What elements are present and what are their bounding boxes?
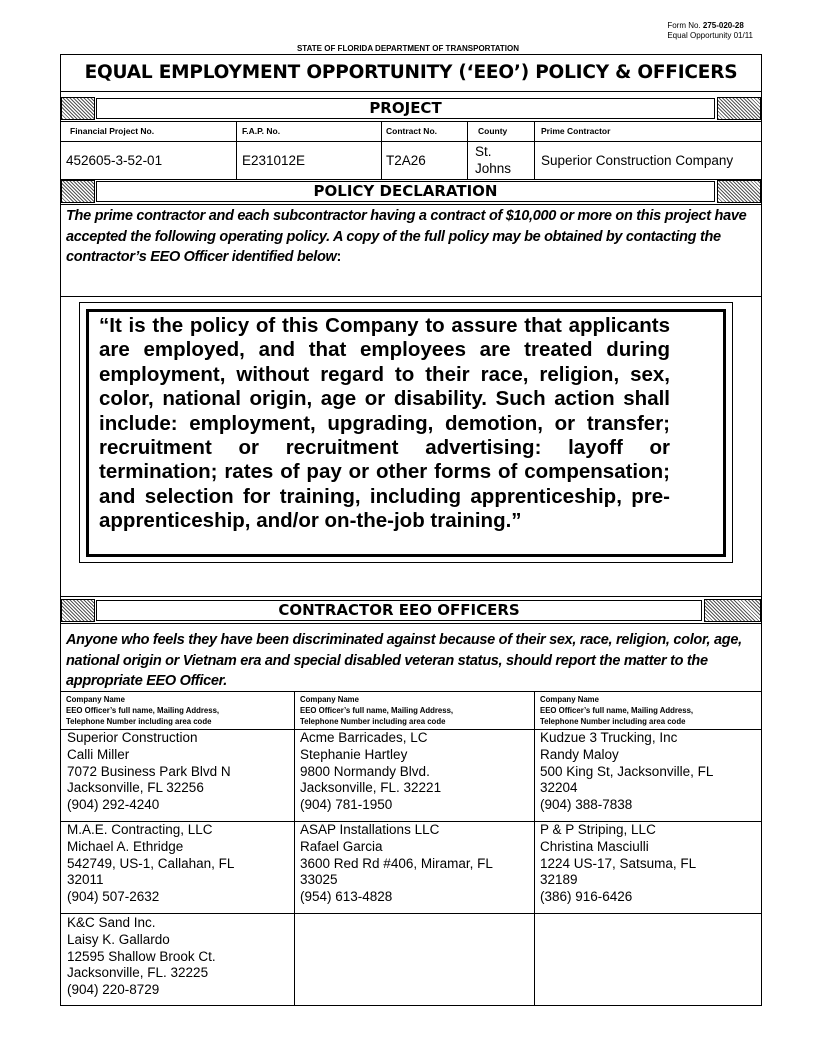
policy-statement: “It is the policy of this Company to assure that applicants are employed, and that employees are treated during employment, without regard to their race, religion, sex, color, national origin, age or disability. Such action shall include: employment, upgrading, demotion, or transfer; recruitment or recruitment advertising: layoff or termination; rates of pay or other forms of compensation; and selection for training, including apprenticeship, pre-apprenticeship, and/or on-the-job training.”: [99, 314, 670, 533]
form-number: [667, 21, 753, 41]
officer-entry: Superior Construction Calli Miller 7072 Business Park Blvd N Jacksonville, FL 32256 (904) 292-4240: [67, 730, 231, 813]
county-value-line1: St.: [475, 144, 492, 159]
officer-entry: P & P Striping, LLC Christina Masciulli 1224 US-17, Satsuma, FL 32189 (386) 916-6426: [540, 822, 697, 905]
hatch-right: [704, 599, 761, 622]
divider: [61, 913, 761, 914]
policy-intro: The prime contractor and each subcontractor having a contract of $10,000 or more on this project have accepted the following operating policy. A copy of the full policy may be obtained by contacting the contractor’s EEO Officer identified below:: [66, 208, 747, 265]
officer-entry: Kudzue 3 Trucking, Inc Randy Maloy 500 King St, Jacksonville, FL 32204 (904) 388-7838: [540, 730, 714, 813]
divider: [61, 596, 761, 597]
officer-entry: K&C Sand Inc. Laisy K. Gallardo 12595 Shallow Brook Ct. Jacksonville, FL. 32225 (904) 220-8729: [67, 915, 216, 998]
col-prime-contractor: Prime Contractor: [541, 126, 611, 136]
col-county: County: [478, 126, 508, 136]
hatch-right: [717, 180, 761, 203]
divider: [61, 623, 761, 624]
divider: [61, 91, 761, 92]
hatch-left: [61, 97, 95, 120]
hatch-left: [61, 180, 95, 203]
officer-entry: ASAP Installations LLC Rafael Garcia 3600 Red Rd #406, Miramar, FL 33025 (954) 613-4828: [300, 822, 493, 905]
officers-intro: Anyone who feels they have been discriminated against because of their sex, race, religion, color, age, national origin or Vietnam era and special disabled veteran status, should report the matter to the appropriate EEO Officer.: [66, 632, 742, 689]
col-contract-no: Contract No.: [386, 126, 437, 136]
column-divider: [534, 121, 535, 179]
page-title: EQUAL EMPLOYMENT OPPORTUNITY (‘EEO’) POLICY & OFFICERS: [84, 62, 738, 83]
divider: [61, 179, 761, 180]
column-divider: [467, 121, 468, 179]
col-financial-project-no: Financial Project No.: [70, 126, 155, 136]
divider: [61, 204, 761, 205]
hatch-left: [61, 599, 95, 622]
column-divider: [294, 691, 295, 1005]
policy-section-title: POLICY DECLARATION: [96, 181, 715, 202]
column-divider: [381, 121, 382, 179]
officer-entry: M.A.E. Contracting, LLC Michael A. Ethridge 542749, US-1, Callahan, FL 32011 (904) 507-2632: [67, 822, 235, 905]
divider: [61, 141, 761, 142]
policy-statement-clip: [86, 309, 726, 554]
column-divider: [236, 121, 237, 179]
officers-section-title: CONTRACTOR EEO OFFICERS: [96, 600, 702, 621]
officers-col-header-1: Company Name EEO Officer’s full name, Mailing Address, Telephone Number including area code: [66, 695, 220, 726]
agency-name: STATE OF FLORIDA DEPARTMENT OF TRANSPORTATION: [296, 44, 520, 53]
prime-contractor-value: Superior Construction Company: [541, 153, 734, 168]
officers-col-header-3: Company Name EEO Officer’s full name, Mailing Address, Telephone Number including area code: [540, 695, 694, 726]
project-section-title: PROJECT: [96, 98, 715, 119]
hatch-right: [717, 97, 761, 120]
form-category: Equal Opportunity 01/11: [667, 31, 753, 40]
financial-project-no-value: 452605-3-52-01: [66, 153, 163, 168]
officers-col-header-2: Company Name EEO Officer’s full name, Mailing Address, Telephone Number including area code: [300, 695, 454, 726]
contract-no-value: T2A26: [386, 153, 426, 168]
col-fap-no: F.A.P. No.: [242, 126, 281, 136]
officer-entry: Acme Barricades, LC Stephanie Hartley 9800 Normandy Blvd. Jacksonville, FL. 32221 (904) 781-1950: [300, 730, 442, 813]
county-value-line2: Johns: [475, 161, 512, 176]
divider: [61, 691, 761, 692]
fap-no-value: E231012E: [242, 153, 306, 168]
column-divider: [534, 691, 535, 1005]
form-number-line: Form No. 275-020-28: [667, 21, 744, 30]
divider: [61, 121, 761, 122]
divider: [61, 296, 761, 297]
